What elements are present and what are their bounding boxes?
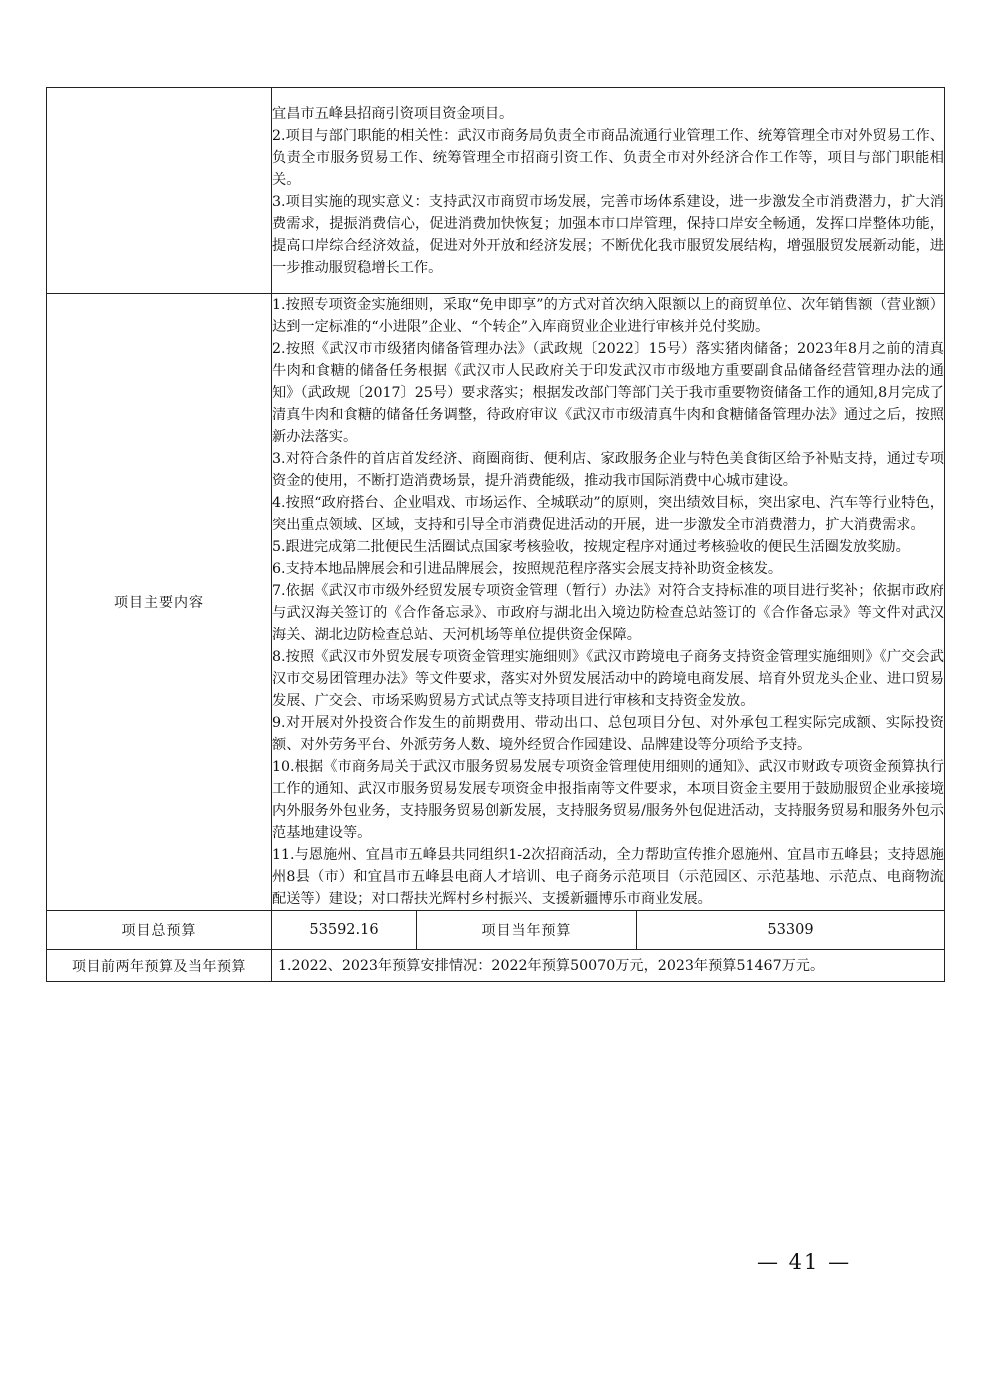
paragraph: 11.与恩施州、宜昌市五峰县共同组织1-2次招商活动，全力帮助宣传推介恩施州、宜昌市五峰县；支持恩施州8县（市）和宜昌市五峰县电商人才培训、电子商务示范项目（示范园区、示范基地、示范点、电商物流配送等）建设；对口帮扶光辉村乡村振兴、支援新疆博乐市商业发展。 <box>272 847 944 907</box>
project-significance-cell <box>272 88 945 294</box>
table-row <box>47 911 945 950</box>
main-content-label: 项目主要内容 <box>47 294 272 911</box>
paragraph: 4.按照“政府搭台、企业唱戏、市场运作、全城联动”的原则，突出绩效目标，突出家电、汽车等行业特色，突出重点领域、区域，支持和引导全市消费促进活动的开展，进一步激发全市消费潜力，扩大消费需求。 <box>272 495 944 533</box>
current-budget-label: 项目当年预算 <box>417 911 637 950</box>
budget-history-label: 项目前两年预算及当年预算 <box>47 950 272 982</box>
row-label <box>47 88 272 294</box>
paragraph: 10.根据《市商务局关于武汉市服务贸易发展专项资金管理使用细则的通知》、武汉市财政专项资金预算执行工作的通知、武汉市服务贸易发展专项资金申报指南等文件要求，本项目资金主要用于鼓励服贸企业承接境内外服务外包业务，支持服务贸易创新发展，支持服务贸易/服务外包促进活动，支持服务贸易和服务外包示范基地建设等。 <box>272 759 944 841</box>
paragraph: 3.项目实施的现实意义：支持武汉市商贸市场发展，完善市场体系建设，进一步激发全市消费潜力，扩大消费需求，提振消费信心，促进消费加快恢复；加强本市口岸管理，保持口岸安全畅通，发挥口岸整体功能，提高口岸综合经济效益，促进对外开放和经济发展；不断优化我市服贸发展结构，增强服贸发展新动能，进一步推动服贸稳增长工作。 <box>272 193 944 276</box>
current-budget-value: 53309 <box>637 911 945 950</box>
paragraph: 5.跟进完成第二批便民生活圈试点国家考核验收，按规定程序对通过考核验收的便民生活圈发放奖励。 <box>272 539 910 555</box>
paragraph: 8.按照《武汉市外贸发展专项资金管理实施细则》《武汉市跨境电子商务支持资金管理实施细则》《广交会武汉市交易团管理办法》等文件要求，落实对外贸发展活动中的跨境电商发展、培育外贸龙头企业、进口贸易发展、广交会、市场采购贸易方式试点等支持项目进行审核和支持资金发放。 <box>272 649 944 709</box>
paragraph: 2.项目与部门职能的相关性：武汉市商务局负责全市商品流通行业管理工作、统筹管理全市对外贸易工作、负责全市服务贸易工作、统筹管理全市招商引资工作、负责全市对外经济合作工作等，项目与部门职能相关。 <box>272 127 944 188</box>
main-content-cell <box>272 294 945 911</box>
table-row <box>47 294 945 911</box>
total-budget-value: 53592.16 <box>272 911 417 950</box>
paragraph: 7.依据《武汉市市级外经贸发展专项资金管理（暂行）办法》对符合支持标准的项目进行奖补；依据市政府与武汉海关签订的《合作备忘录》、市政府与湖北出入境边防检查总站签订的《合作备忘录》等文件对武汉海关、湖北边防检查总站、天河机场等单位提供资金保障。 <box>272 583 944 643</box>
paragraph: 6.支持本地品牌展会和引进品牌展会，按照规范程序落实会展支持补助资金核发。 <box>272 561 783 577</box>
total-budget-label: 项目总预算 <box>47 911 272 950</box>
table-row <box>47 950 945 982</box>
table-row <box>47 88 945 294</box>
paragraph: 1.按照专项资金实施细则，采取“免申即享”的方式对首次纳入限额以上的商贸单位、次年销售额（营业额）达到一定标准的“小进限”企业、“个转企”入库商贸业企业进行审核并兑付奖励。 <box>272 297 944 335</box>
paragraph: 9.对开展对外投资合作发生的前期费用、带动出口、总包项目分包、对外承包工程实际完成额、实际投资额、对外劳务平台、外派劳务人数、境外经贸合作园建设、品牌建设等分项给予支持。 <box>272 715 944 753</box>
paragraph: 宜昌市五峰县招商引资项目资金项目。 <box>272 105 514 122</box>
paragraph: 2.按照《武汉市市级猪肉储备管理办法》（武政规〔2022〕15号）落实猪肉储备；2023年8月之前的清真牛肉和食糖的储备任务根据《武汉市人民政府关于印发武汉市市级地方重要副食品储备经营管理办法的通知》（武政规〔2017〕25号）要求落实；根据发改部门等部门关于我市重要物资储备工作的通知,8月完成了清真牛肉和食糖的储备任务调整，待政府审议《武汉市市级清真牛肉和食糖储备管理办法》通过之后，按照新办法落实。 <box>272 341 944 445</box>
budget-history-text: 1.2022、2023年预算安排情况：2022年预算50070万元，2023年预算51467万元。 <box>272 950 945 982</box>
paragraph: 3.对符合条件的首店首发经济、商圈商街、便利店、家政服务企业与特色美食街区给予补贴支持，通过专项资金的使用，不断打造消费场景，提升消费能级，推动我市国际消费中心城市建设。 <box>272 451 944 489</box>
page-number: — 41 — <box>757 1250 852 1274</box>
project-info-table <box>46 87 945 982</box>
